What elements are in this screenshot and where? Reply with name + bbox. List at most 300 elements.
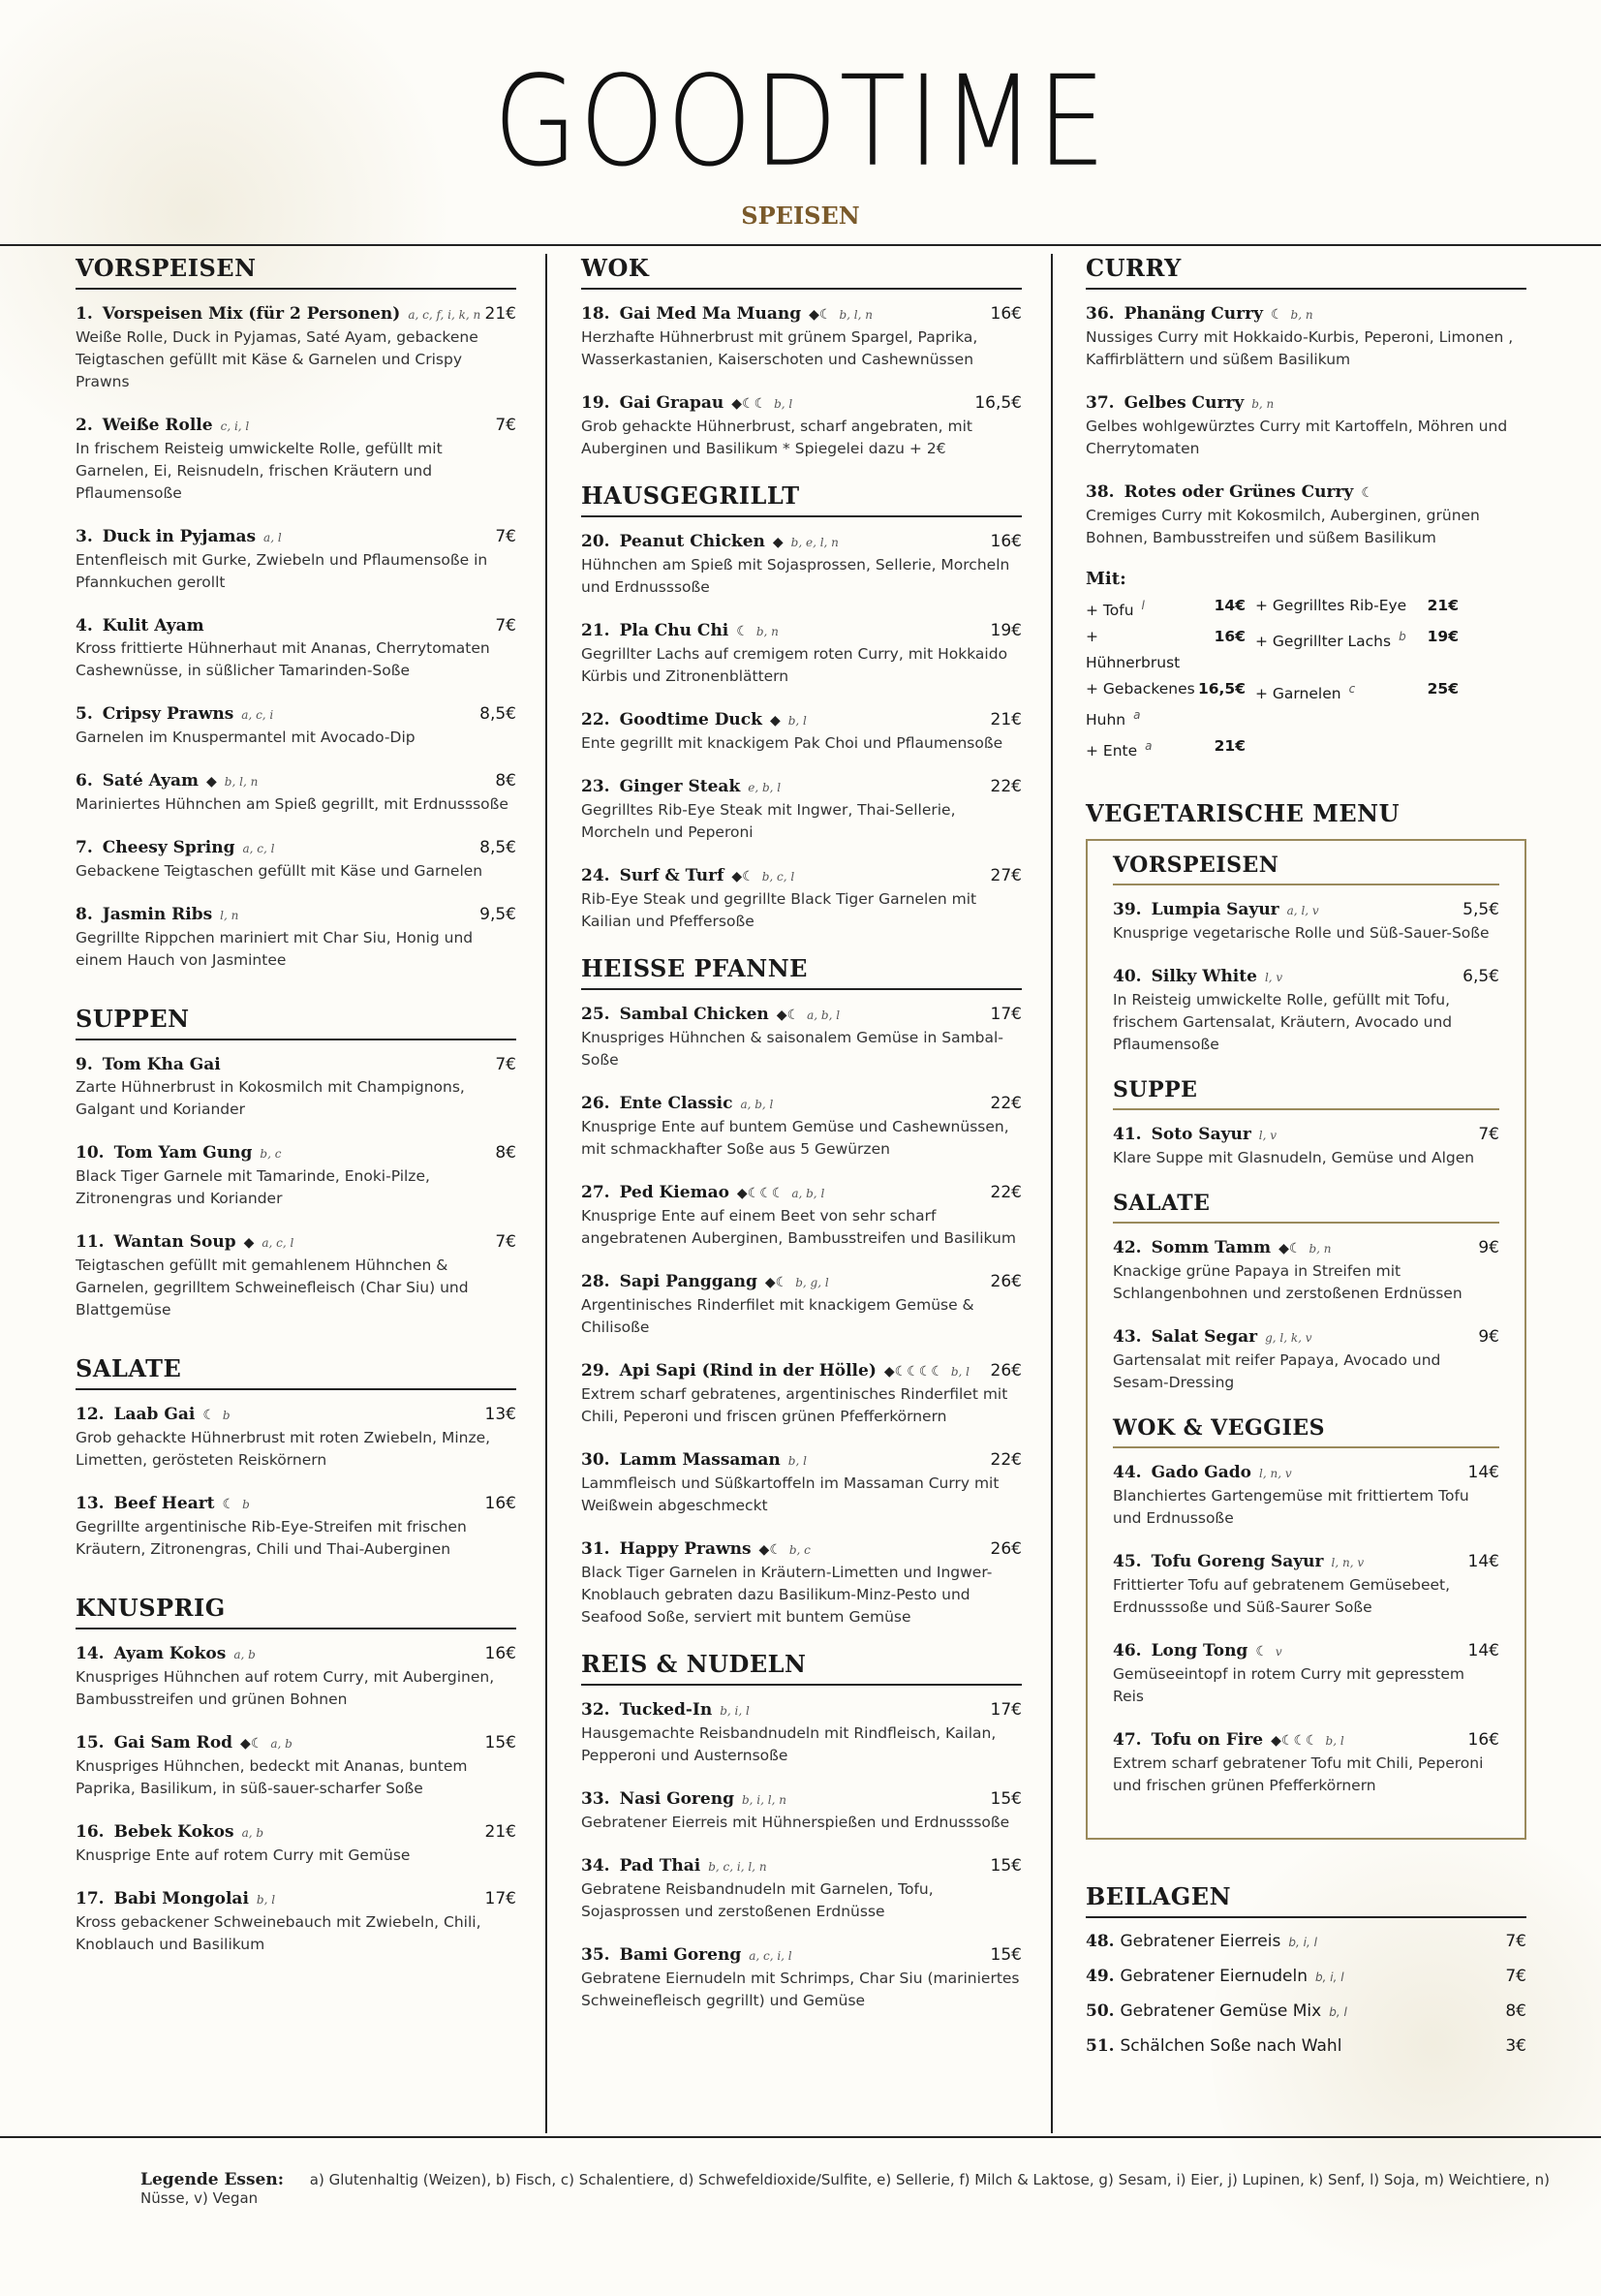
allergen-codes: a	[1145, 739, 1153, 754]
item-price: 14€	[1467, 1463, 1499, 1483]
item-number: 50.	[1086, 2001, 1121, 2022]
menu-item-name	[581, 709, 807, 732]
menu-item-head	[581, 1699, 1022, 1722]
item-price: 9€	[1478, 1238, 1499, 1258]
item-price: 7€	[495, 527, 516, 546]
item-description: Teigtaschen gefüllt mit gemahlenem Hühnchen & Garnelen, gegrilltem Schweinefleisch (Char Siu) und Blattgemüse	[76, 1257, 469, 1319]
item-title: Sapi Panggang	[619, 1272, 757, 1291]
item-title: Ped Kiemao	[619, 1183, 729, 1202]
spicy-level-icon: ◆☾	[1278, 1241, 1302, 1257]
item-price: 22€	[990, 1450, 1022, 1470]
menu-item-head	[581, 1538, 1022, 1562]
item-title: Somm Tamm	[1151, 1238, 1272, 1258]
item-description: Argentinisches Rinderfilet mit knackigem Gemüse & Chilisoße	[581, 1296, 974, 1336]
allergen-codes: c	[1348, 682, 1356, 697]
item-number: 28.	[581, 1272, 610, 1291]
menu-item-name	[76, 1732, 292, 1755]
menu-item-name	[581, 1944, 792, 1968]
menu-item-head	[1113, 1640, 1499, 1663]
menu-item-head	[76, 904, 516, 927]
item-number: 13.	[76, 1494, 105, 1513]
column-divider-1	[545, 254, 547, 2133]
curry-option-label	[1086, 733, 1197, 764]
menu-item-head	[76, 1888, 516, 1911]
item-number: 7.	[76, 838, 93, 857]
item-price: 5,5€	[1462, 900, 1499, 920]
menu-item-name	[1113, 1326, 1312, 1350]
item-description: Knusprige Ente auf einem Beet von sehr scharf angebratenen Auberginen, Bambusstreifen und Basilikum	[581, 1207, 1016, 1247]
spicy-level-icon: ◆☾☾☾	[1271, 1733, 1318, 1750]
menu-item	[1113, 1640, 1499, 1708]
item-price: 7€	[495, 1055, 516, 1074]
allergen-codes: a, b	[233, 1648, 256, 1661]
allergen-codes: a, c, l	[242, 842, 275, 855]
item-description: Zarte Hühnerbrust in Kokosmilch mit Champignons, Galgant und Koriander	[76, 1078, 465, 1118]
side-dish-row	[1086, 1967, 1526, 1986]
item-price: 17€	[990, 1700, 1022, 1720]
item-description: Hausgemachte Reisbandnudeln mit Rindfleisch, Kailan, Pepperoni und Austernsoße	[581, 1724, 997, 1764]
allergen-codes: b, c, i, l, n	[708, 1860, 767, 1874]
spicy-level-icon: ◆☾☾	[731, 396, 767, 412]
menu-section	[1113, 853, 1499, 1056]
item-title: Laab Gai	[113, 1405, 196, 1424]
side-dish-row	[1086, 1932, 1526, 1951]
allergen-codes: b, c	[260, 1147, 282, 1161]
item-price: 16€	[990, 304, 1022, 324]
curry-option-price: 14€	[1214, 597, 1246, 614]
item-title: Ginger Steak	[619, 777, 741, 796]
menu-item-name	[1113, 1640, 1282, 1663]
menu-item-head	[76, 770, 516, 793]
menu-item-head	[1113, 1729, 1499, 1753]
menu-item-name	[76, 1888, 275, 1911]
spicy-level-icon: ◆☾	[809, 307, 832, 323]
item-title: Cheesy Spring	[102, 838, 235, 857]
item-description: Lammfleisch und Süßkartoffeln im Massaman Curry mit Weißwein abgeschmeckt	[581, 1474, 1000, 1514]
menu-item-name	[581, 303, 873, 326]
item-description: Weiße Rolle, Duck in Pyjamas, Saté Ayam, gebackene Teigtaschen gefüllt mit Käse & Garnelen und Crispy Prawns	[76, 328, 478, 390]
allergen-codes: b, l	[787, 714, 807, 728]
menu-item	[581, 776, 1022, 844]
menu-item-name	[581, 1360, 970, 1383]
spicy-level-icon: ◆☾	[776, 1008, 800, 1023]
beilagen-list	[1086, 1932, 1526, 2056]
menu-item	[76, 1142, 516, 1210]
menu-item	[76, 1732, 516, 1800]
section-title: VORSPEISEN	[76, 254, 516, 290]
menu-item-name	[76, 1231, 293, 1255]
item-description: Gebackene Teigtaschen gefüllt mit Käse und Garnelen	[76, 862, 483, 880]
menu-item	[581, 531, 1022, 599]
column-divider-2	[1051, 254, 1053, 2133]
item-title: Ente Classic	[619, 1094, 733, 1113]
item-description: In Reisteig umwickelte Rolle, gefüllt mit Tofu, frischem Gartensalat, Kräutern, Avocado und Pflaumensoße	[1113, 991, 1453, 1054]
section-title: SALATE	[76, 1354, 516, 1390]
item-title: Tofu on Fire	[1151, 1730, 1264, 1751]
menu-item-head	[581, 1182, 1022, 1205]
menu-item	[581, 865, 1022, 933]
item-description: Hühnchen am Spieß mit Sojasprossen, Sellerie, Morcheln und Erdnusssoße	[581, 556, 1010, 596]
item-title: Nasi Goreng	[619, 1789, 734, 1809]
allergen-codes: l, v	[1258, 1129, 1278, 1143]
menu-item-name	[76, 526, 282, 549]
item-title: Ayam Kokos	[113, 1644, 227, 1663]
item-price: 27€	[990, 866, 1022, 885]
allergen-codes: b, l, n	[839, 308, 873, 322]
spicy-level-icon: ☾	[1361, 485, 1373, 501]
spicy-level-icon: ◆☾	[731, 869, 754, 884]
menu-item-head	[1086, 481, 1526, 505]
item-number: 14.	[76, 1644, 105, 1663]
allergen-codes: b, l	[1329, 2005, 1347, 2020]
menu-item-head	[581, 1093, 1022, 1116]
item-number: 25.	[581, 1005, 610, 1024]
menu-item-name	[76, 904, 238, 927]
menu-item	[581, 392, 1022, 460]
item-title: Tom Kha Gai	[102, 1055, 221, 1074]
menu-section	[76, 254, 516, 972]
item-description: Blanchiertes Gartengemüse mit frittiertem Tofu und Erdnussoße	[1113, 1487, 1469, 1528]
spicy-level-icon: ☾	[1255, 1644, 1268, 1660]
item-title: Tom Yam Gung	[113, 1143, 253, 1163]
spicy-level-icon: ◆☾☾☾☾	[883, 1364, 943, 1380]
item-price: 8€	[1505, 2001, 1526, 2022]
curry-option-price: 21€	[1427, 597, 1459, 614]
legend-text: a) Glutenhaltig (Weizen), b) Fisch, c) Schalentiere, d) Schwefeldioxide/Sulfite, e) Sellerie, f) Milch & Laktose, g) Sesam, i) Eier, j) Lupinen, k) Senf, l) Soja, m) Weichtiere, n) Nüsse, v) Vegan	[140, 2171, 1551, 2207]
item-price: 7€	[495, 416, 516, 435]
allergen-codes: c, i, l	[220, 419, 250, 433]
allergen-codes: a, b, l	[807, 1008, 841, 1022]
side-dish-row	[1086, 2001, 1526, 2021]
menu-header	[0, 49, 1601, 230]
allergen-codes: b, i, l	[1288, 1936, 1317, 1950]
allergen-codes: b, l, n	[224, 775, 259, 789]
menu-item	[76, 1231, 516, 1321]
allergen-codes: a, l, v	[1286, 904, 1319, 918]
item-description: Mariniertes Hühnchen am Spieß gegrillt, mit Erdnusssoße	[76, 795, 508, 813]
item-description: Gemüseeintopf in rotem Curry mit gepresstem Reis	[1113, 1665, 1465, 1706]
item-number: 46.	[1113, 1641, 1142, 1661]
menu-item-name	[1113, 899, 1319, 922]
item-description: Knuspriges Hühnchen & saisonalem Gemüse in Sambal-Soße	[581, 1029, 1003, 1069]
item-title: Rotes oder Grünes Curry	[1124, 482, 1354, 502]
item-number: 5.	[76, 704, 93, 724]
allergen-codes: b, l	[774, 397, 793, 411]
item-number: 40.	[1113, 967, 1142, 987]
item-price: 14€	[1467, 1641, 1499, 1661]
item-price: 22€	[990, 1183, 1022, 1202]
item-number: 37.	[1086, 393, 1115, 413]
item-title: Gado Gado	[1151, 1463, 1252, 1483]
item-price: 13€	[484, 1405, 516, 1424]
allergen-codes: a	[1133, 708, 1141, 723]
item-description: In frischem Reisteig umwickelte Rolle, gefüllt mit Garnelen, Ei, Reisnudeln, frischen Kräutern und Pflaumensoße	[76, 440, 443, 502]
menu-item-head	[76, 1142, 516, 1165]
item-number: 34.	[581, 1856, 610, 1876]
menu-item-head	[76, 703, 516, 727]
item-title: Soto Sayur	[1151, 1125, 1251, 1145]
menu-item-name	[581, 1182, 824, 1205]
section-title: WOK & VEGGIES	[1113, 1415, 1499, 1448]
menu-item-head	[76, 615, 516, 637]
item-description: Extrem scharf gebratenes, argentinisches Rinderfilet mit Chili, Peperoni und friscen grünen Pfefferkörnern	[581, 1385, 1008, 1425]
menu-item-name	[581, 865, 794, 888]
item-description: Herzhafte Hühnerbrust mit grünem Spargel, Paprika, Wasserkastanien, Kaiserschoten und Cashewnüssen	[581, 328, 978, 368]
allergen-codes: l, n, v	[1259, 1467, 1292, 1481]
item-title: Tucked-In	[619, 1700, 713, 1720]
item-price: 7€	[495, 616, 516, 636]
vegetarian-menu-box	[1086, 839, 1526, 1840]
allergen-codes: b	[222, 1409, 231, 1422]
allergen-codes: a, c, i, l	[749, 1949, 792, 1963]
menu-item	[581, 709, 1022, 755]
item-number: 41.	[1113, 1125, 1142, 1145]
menu-item-name	[581, 1788, 786, 1812]
menu-item	[76, 1643, 516, 1711]
item-price: 7€	[1478, 1125, 1499, 1145]
item-price: 8,5€	[479, 838, 516, 857]
menu-item	[76, 837, 516, 883]
menu-item	[1113, 1326, 1499, 1394]
curry-options-grid	[1086, 593, 1526, 764]
item-price: 8€	[495, 1143, 516, 1163]
section-title: REIS & NUDELN	[581, 1650, 1022, 1686]
spicy-level-icon: ◆☾	[758, 1542, 782, 1558]
curry-option-price	[1410, 733, 1468, 764]
item-price: 16€	[484, 1644, 516, 1663]
menu-item	[76, 1821, 516, 1867]
item-number: 22.	[581, 710, 610, 729]
legend-label: Legende Essen:	[140, 2170, 285, 2189]
menu-item-name	[581, 776, 781, 799]
item-title: Tofu Goreng Sayur	[1151, 1552, 1324, 1572]
curry-option-price: 19€	[1427, 628, 1459, 646]
menu-section	[1113, 1415, 1499, 1797]
item-number: 3.	[76, 527, 93, 546]
item-number: 48.	[1086, 1932, 1121, 1952]
spicy-level-icon: ◆	[769, 713, 781, 729]
item-price: 19€	[990, 621, 1022, 640]
allergen-codes: b, n	[1290, 308, 1313, 322]
menu-item-name	[1086, 392, 1274, 416]
item-price: 16€	[1467, 1730, 1499, 1751]
item-number: 38.	[1086, 482, 1115, 502]
curry-option-price: 16€	[1214, 628, 1246, 646]
menu-item-name	[1113, 1462, 1292, 1485]
item-description: Black Tiger Garnelen in Kräutern-Limetten und Ingwer-Knoblauch gebraten dazu Basilikum-Minz-Pesto und Seafood Soße, serviert mit buntem Gemüse	[581, 1564, 993, 1626]
menu-section	[581, 1650, 1022, 2012]
allergen-codes: b, n	[755, 625, 779, 638]
curry-section	[1086, 254, 1526, 549]
allergen-codes: a, b, l	[740, 1098, 774, 1111]
item-description: Nussiges Curry mit Hokkaido-Kurbis, Peperoni, Limonen , Kaffirblättern und süßem Basilikum	[1086, 328, 1514, 368]
item-title: Pad Thai	[619, 1856, 701, 1876]
item-number: 23.	[581, 777, 610, 796]
menu-item-name	[76, 1821, 263, 1845]
menu-item	[1113, 966, 1499, 1056]
section-title: CURRY	[1086, 254, 1526, 290]
item-price: 16€	[990, 532, 1022, 551]
item-title: Gai Med Ma Muang	[619, 304, 802, 324]
section-title: KNUSPRIG	[76, 1594, 516, 1629]
menu-item-name	[1113, 966, 1282, 989]
goodtime-logo: GOODTIME	[493, 49, 1108, 195]
item-number: 36.	[1086, 304, 1115, 324]
menu-section	[76, 1594, 516, 1956]
curry-options-title: Mit:	[1086, 569, 1126, 589]
item-description: Kross gebackener Schweinebauch mit Zwiebeln, Chili, Knoblauch und Basilikum	[76, 1913, 481, 1953]
item-price: 26€	[990, 1272, 1022, 1291]
menu-item-head	[581, 531, 1022, 554]
allergen-codes: b, l	[950, 1365, 970, 1379]
menu-item-name	[76, 1142, 281, 1165]
item-description: Gegrilltes Rib-Eye Steak mit Ingwer, Thai-Sellerie, Morcheln und Peperoni	[581, 801, 956, 841]
menu-item	[76, 415, 516, 505]
item-number: 31.	[581, 1539, 610, 1559]
menu-item-name	[581, 1271, 829, 1294]
menu-item	[581, 1538, 1022, 1629]
menu-item-head	[76, 526, 516, 549]
item-title: Gelbes Curry	[1124, 393, 1245, 413]
item-description: Knuspriges Hühnchen auf rotem Curry, mit Auberginen, Bambusstreifen und grünen Bohnen	[76, 1668, 495, 1708]
allergen-codes: b, e, l, n	[790, 536, 839, 549]
item-number: 35.	[581, 1945, 610, 1965]
item-description: Gebratener Eierreis mit Hühnerspießen und Erdnusssoße	[581, 1814, 1010, 1831]
item-description: Grob gehackte Hühnerbrust, scharf angebraten, mit Auberginen und Basilikum * Spiegelei dazu + 2€	[581, 418, 972, 457]
menu-item	[76, 1493, 516, 1561]
menu-item-name	[76, 1054, 221, 1076]
spicy-level-icon: ◆☾	[764, 1275, 788, 1290]
menu-item	[1113, 1237, 1499, 1305]
item-title: Goodtime Duck	[619, 710, 762, 729]
item-description: Gebratene Eiernudeln mit Schrimps, Char Siu (mariniertes Schweinefleisch gegrillt) und Gemüse	[581, 1970, 1020, 2009]
option-name: + Tofu	[1086, 602, 1134, 620]
menu-item	[581, 1004, 1022, 1071]
allergen-codes: b, n	[1309, 1242, 1332, 1257]
curry-option-label	[1086, 593, 1197, 624]
allergen-codes: b, c	[788, 1543, 811, 1557]
item-price: 22€	[990, 777, 1022, 796]
side-dish-name	[1086, 2001, 1347, 2021]
menu-item-name	[1086, 481, 1373, 505]
option-name: + Gegrillter Lachs	[1255, 633, 1392, 651]
menu-item-head	[1113, 1237, 1499, 1260]
menu-item	[76, 1404, 516, 1472]
menu-item	[581, 1944, 1022, 2012]
menu-section	[581, 954, 1022, 1629]
menu-item-head	[76, 1732, 516, 1755]
allergen-codes: b, i, l	[720, 1704, 750, 1718]
item-number: 26.	[581, 1094, 610, 1113]
item-number: 9.	[76, 1055, 93, 1074]
allergen-codes: b	[1399, 630, 1406, 644]
footer-divider	[0, 2136, 1601, 2138]
spicy-level-icon: ◆	[772, 535, 784, 550]
side-dish-name	[1086, 2036, 1341, 2056]
item-price: 15€	[484, 1733, 516, 1753]
allergen-codes: b, i, l	[1315, 1970, 1344, 1985]
side-dish-row	[1086, 2036, 1526, 2056]
allergen-codes: a, c, f, i, k, n	[408, 308, 481, 322]
item-price: 16,5€	[974, 393, 1022, 413]
menu-item-name	[1113, 1124, 1277, 1147]
menu-item-head	[581, 1004, 1022, 1027]
allergen-codes: a, l	[263, 531, 282, 544]
item-title: Vorspeisen Mix (für 2 Personen)	[102, 304, 401, 324]
item-description: Klare Suppe mit Glasnudeln, Gemüse und Algen	[1113, 1149, 1475, 1167]
curry-option-label	[1255, 624, 1410, 676]
item-title: Api Sapi (Rind in der Hölle)	[619, 1361, 877, 1381]
allergen-codes: e, b, l	[748, 781, 782, 794]
allergen-codes: b, l	[256, 1893, 276, 1907]
option-name: + Gebackenes Huhn	[1086, 680, 1195, 729]
item-title: Gai Grapau	[619, 393, 724, 413]
menu-item	[1113, 1551, 1499, 1619]
item-price: 22€	[990, 1094, 1022, 1113]
menu-item-head	[1113, 1551, 1499, 1574]
item-price: 8€	[495, 771, 516, 791]
item-price: 9,5€	[479, 905, 516, 924]
item-price: 17€	[990, 1005, 1022, 1024]
section-title: HAUSGEGRILLT	[581, 481, 1022, 517]
menu-item-head	[1113, 1326, 1499, 1350]
item-title: Jasmin Ribs	[102, 905, 213, 924]
spicy-level-icon: ◆	[206, 774, 217, 790]
item-number: 18.	[581, 304, 610, 324]
menu-item-head	[76, 1404, 516, 1427]
item-number: 47.	[1113, 1730, 1142, 1751]
item-title: Beef Heart	[113, 1494, 215, 1513]
menu-item-head	[581, 1944, 1022, 1968]
item-description: Gegrillter Lachs auf cremigem roten Curry, mit Hokkaido Kürbis und Zitronenblättern	[581, 645, 1008, 685]
item-description: Gartensalat mit reifer Papaya, Avocado und Sesam-Dressing	[1113, 1351, 1441, 1392]
option-name: + Ente	[1086, 742, 1138, 760]
section-title: SUPPE	[1113, 1077, 1499, 1110]
curry-option-label	[1255, 733, 1410, 764]
menu-item	[76, 615, 516, 682]
allergen-codes: b	[242, 1498, 250, 1511]
menu-item-head	[581, 1855, 1022, 1878]
spicy-level-icon: ☾	[1270, 307, 1283, 323]
menu-item-head	[581, 392, 1022, 416]
item-description: Knusprige Ente auf buntem Gemüse und Cashewnüssen, mit schmackhafter Soße aus 5 Gewürzen	[581, 1118, 1009, 1158]
menu-item	[1086, 303, 1526, 371]
item-title: Wantan Soup	[113, 1232, 236, 1252]
menu-item	[1113, 899, 1499, 945]
item-title: Gebratener Eierreis	[1120, 1932, 1281, 1952]
menu-item	[581, 620, 1022, 688]
allergen-codes: b, g, l	[795, 1276, 829, 1289]
section-title: HEISSE PFANNE	[581, 954, 1022, 990]
item-title: Saté Ayam	[102, 771, 200, 791]
item-number: 16.	[76, 1822, 105, 1842]
item-description: Extrem scharf gebratener Tofu mit Chili, Peperoni und frischen grünen Pfefferkörnern	[1113, 1754, 1484, 1795]
menu-item-head	[1113, 1462, 1499, 1485]
curry-option-price: 16,5€	[1197, 680, 1246, 698]
menu-item	[1113, 1124, 1499, 1169]
item-number: 12.	[76, 1405, 105, 1424]
menu-item-head	[581, 709, 1022, 732]
item-price: 3€	[1505, 2036, 1526, 2057]
curry-option-price: 25€	[1427, 680, 1459, 698]
menu-item-name	[76, 837, 274, 860]
curry-option-label	[1255, 676, 1410, 733]
section-title: WOK	[581, 254, 1022, 290]
item-price: 14€	[1467, 1552, 1499, 1572]
item-title: Lumpia Sayur	[1151, 900, 1279, 920]
spicy-level-icon: ◆	[243, 1235, 255, 1251]
item-title: Gebratener Gemüse Mix	[1120, 2001, 1322, 2022]
